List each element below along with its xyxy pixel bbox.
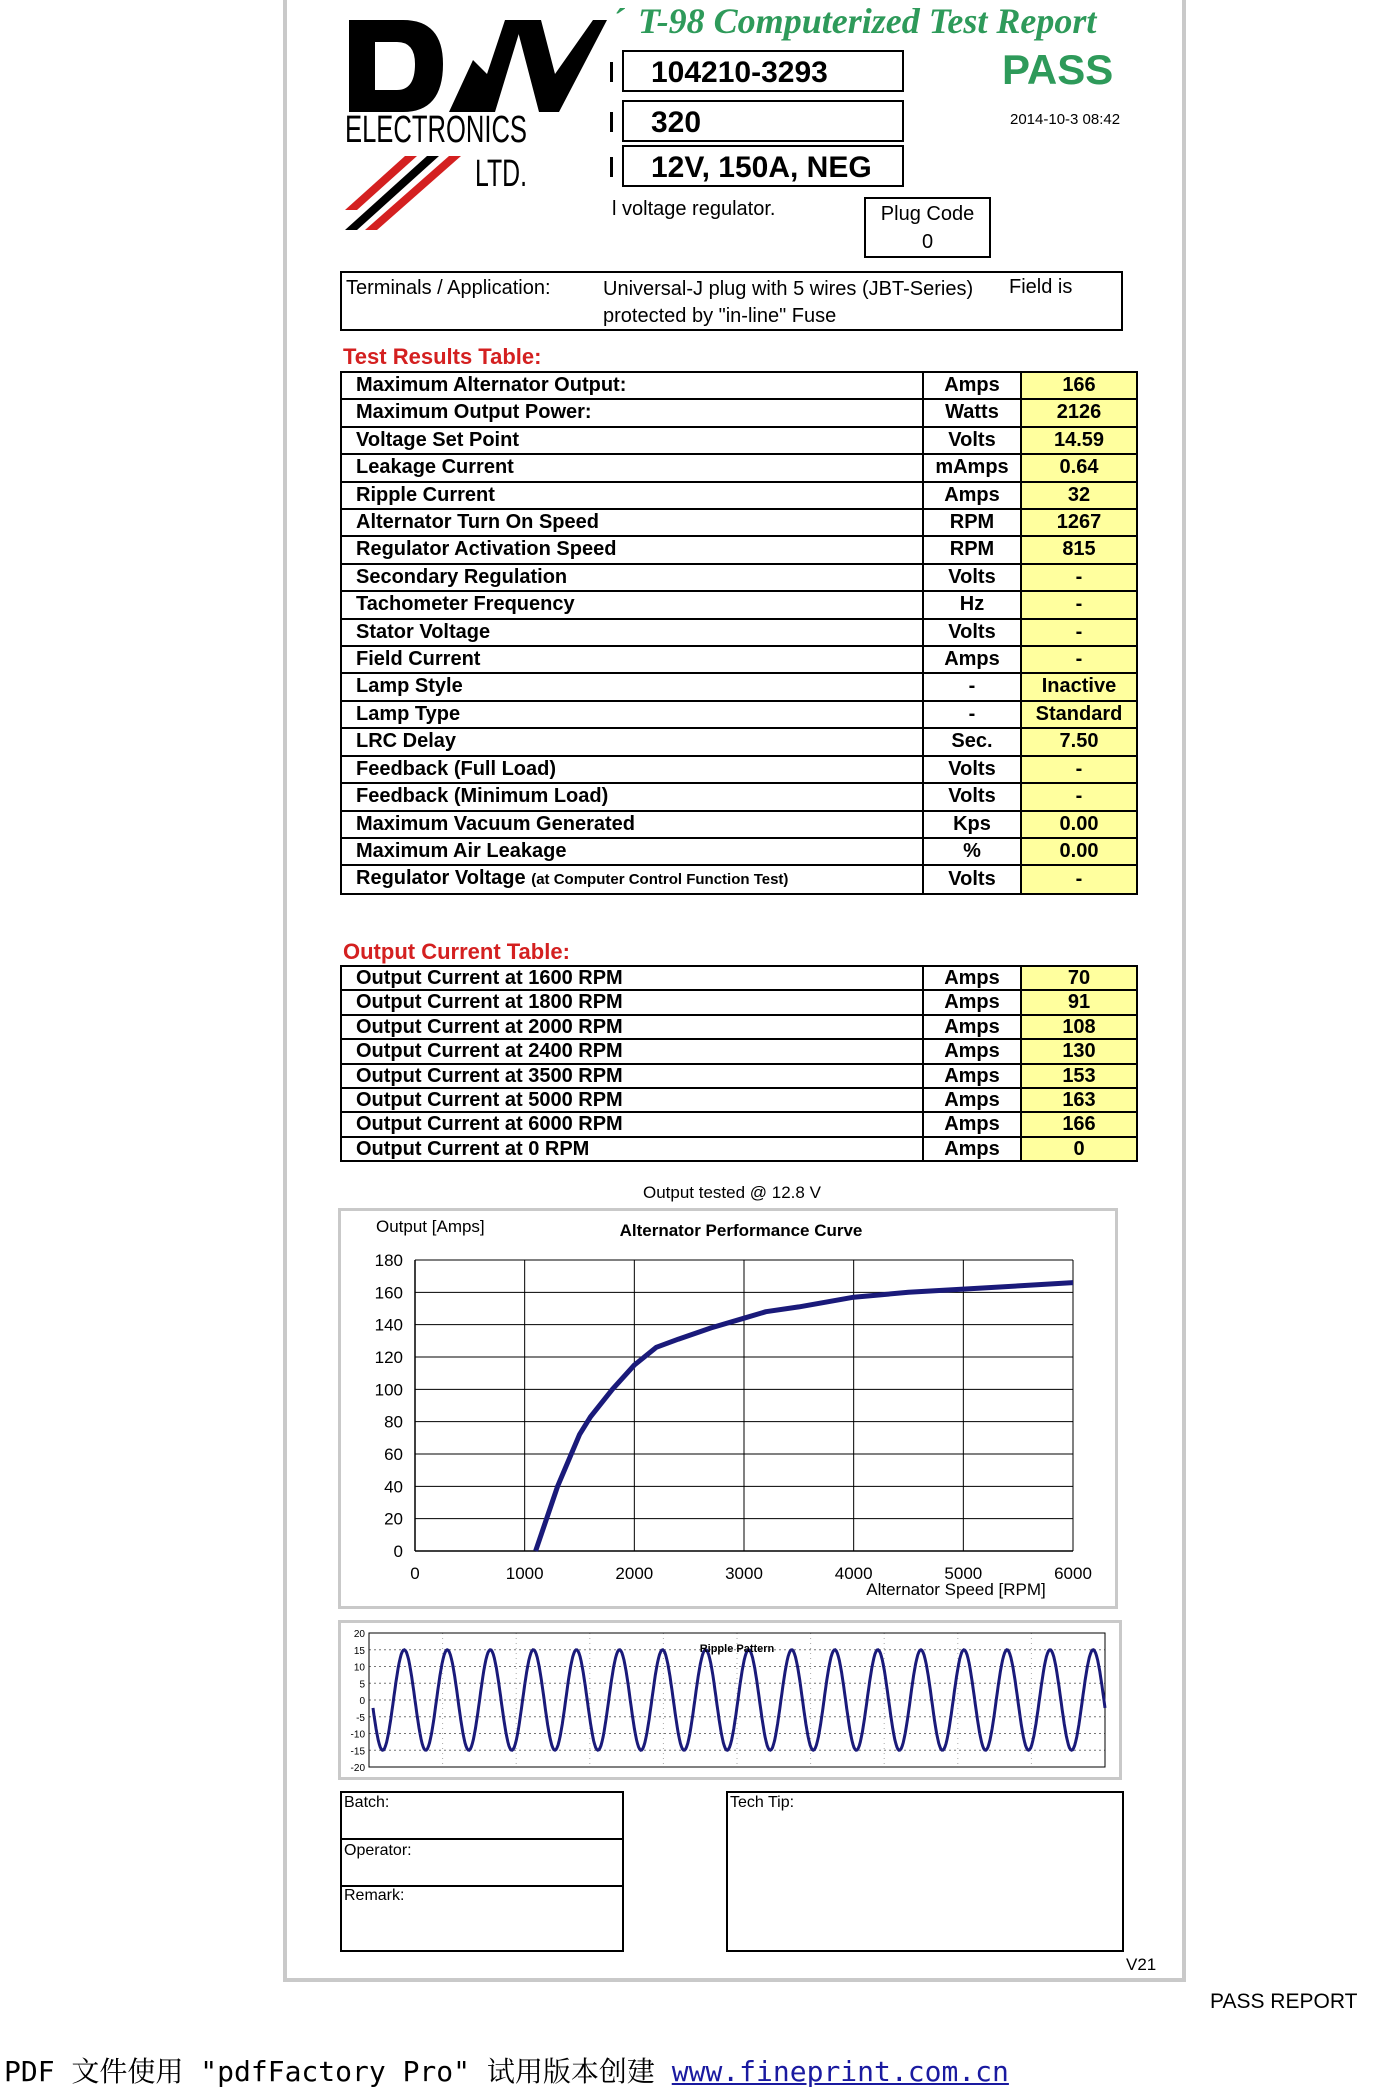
- table-row: [341, 454, 1137, 481]
- table-row: [341, 564, 1137, 591]
- footer-text: PDF 文件使用 "pdfFactory Pro" 试用版本创建: [4, 2055, 672, 2088]
- row-name-text: Output Current at 1800 RPM: [356, 991, 623, 1014]
- row-name-text: Leakage Current: [356, 456, 514, 479]
- row-unit: Amps: [923, 482, 1021, 509]
- y-tick-label: 140: [374, 1315, 403, 1335]
- row-unit: Watts: [923, 399, 1021, 426]
- test-datetime: 2014-10-3 08:42: [1010, 111, 1121, 128]
- row-unit: RPM: [923, 536, 1021, 563]
- row-unit: Volts: [923, 783, 1021, 810]
- ripple-tick-label: -10: [350, 1729, 365, 1741]
- row-name: [341, 1039, 923, 1063]
- row-name: [341, 482, 923, 509]
- row-name-text: Output Current at 0 RPM: [356, 1137, 590, 1160]
- row-value: 163: [1021, 1088, 1137, 1112]
- x-tick-label: 0: [410, 1564, 420, 1583]
- row-unit: Kps: [923, 811, 1021, 838]
- logo-stripes: [345, 156, 461, 230]
- row-value: 70: [1021, 966, 1137, 990]
- row-name: [341, 966, 923, 990]
- ripple-tick-label: 0: [359, 1696, 365, 1707]
- row-value: 91: [1021, 990, 1137, 1014]
- row-unit: Amps: [923, 990, 1021, 1014]
- row-value: Standard: [1021, 701, 1137, 728]
- regulator-description: l voltage regulator.: [612, 198, 776, 220]
- plug-code-box: [864, 197, 991, 258]
- table-row: [341, 1112, 1137, 1136]
- row-name-text: LRC Delay: [356, 730, 457, 753]
- output-test-note: Output tested @ 12.8 V: [643, 1183, 821, 1202]
- ripple-tick-label: 15: [353, 1645, 365, 1657]
- table-row: [341, 619, 1137, 646]
- row-unit: Volts: [923, 756, 1021, 783]
- row-name-text: Stator Voltage: [356, 620, 491, 643]
- table-row: [341, 673, 1137, 700]
- table-row: [341, 865, 1137, 893]
- row-unit: Volts: [923, 427, 1021, 454]
- performance-chart: [341, 1211, 1115, 1606]
- row-name: [341, 865, 923, 893]
- row-name-text: Regulator Activation Speed: [356, 538, 617, 561]
- row-name-text: Regulator Voltage: [356, 867, 526, 890]
- row-name: [341, 509, 923, 536]
- terminals-value: Universal-J plug with 5 wires (JBT-Series) protected by "in-line" Fuse: [603, 278, 974, 327]
- row-name-text: Output Current at 2400 RPM: [356, 1040, 623, 1063]
- ripple-chart-frame: [338, 1620, 1122, 1780]
- table-row: [341, 1015, 1137, 1039]
- row-name: [341, 838, 923, 865]
- x-tick-label: 1000: [505, 1564, 544, 1583]
- performance-chart-frame: [338, 1208, 1118, 1609]
- table-row: [341, 701, 1137, 728]
- ripple-tick-label: 10: [353, 1662, 365, 1674]
- row-value: 130: [1021, 1039, 1137, 1063]
- row-name: [341, 1015, 923, 1039]
- part-number-field: 104210-3293: [622, 50, 904, 92]
- row-unit: -: [923, 673, 1021, 700]
- row-name: [341, 990, 923, 1014]
- table-row: [341, 1039, 1137, 1063]
- row-unit: -: [923, 701, 1021, 728]
- row-name-text: Maximum Output Power:: [356, 401, 592, 424]
- table-row: [341, 1064, 1137, 1088]
- version-label: V21: [1126, 1955, 1157, 1974]
- table-row: [341, 399, 1137, 426]
- row-value: 1267: [1021, 509, 1137, 536]
- table-row: [341, 728, 1137, 755]
- row-unit: Amps: [923, 646, 1021, 673]
- table-row: [341, 1088, 1137, 1112]
- row-value: 0: [1021, 1137, 1137, 1161]
- row-value: 166: [1021, 1112, 1137, 1136]
- row-value: Inactive: [1021, 673, 1137, 700]
- tech-tip-box: [726, 1791, 1124, 1952]
- row-name: [341, 427, 923, 454]
- batch-label: Batch:: [344, 1794, 390, 1811]
- x-tick-label: 2000: [615, 1564, 654, 1583]
- plug-code-value: 0: [921, 231, 934, 253]
- output-current-table: [340, 965, 1138, 1162]
- row-name-text: Feedback (Minimum Load): [356, 785, 609, 808]
- logo-electronics: ELECTRONICS: [345, 109, 527, 151]
- row-unit: Volts: [923, 619, 1021, 646]
- row-name: [341, 399, 923, 426]
- row-value: -: [1021, 591, 1137, 618]
- x-tick-label: 6000: [1054, 1564, 1092, 1583]
- row-value: 7.50: [1021, 728, 1137, 755]
- row-unit: Amps: [923, 1137, 1021, 1161]
- row-value: 0.00: [1021, 838, 1137, 865]
- row-name-text: Lamp Type: [356, 702, 461, 725]
- tech-tip-label: Tech Tip:: [730, 1794, 795, 1811]
- row-unit: Amps: [923, 1015, 1021, 1039]
- terminals-extra: Field is: [1009, 276, 1073, 298]
- row-name-text: Feedback (Full Load): [356, 757, 557, 780]
- x-axis-label: Alternator Speed [RPM]: [866, 1580, 1046, 1599]
- row-name-text: Output Current at 3500 RPM: [356, 1064, 623, 1087]
- model-code-field: 320: [622, 100, 904, 142]
- row-name-text: Output Current at 5000 RPM: [356, 1089, 623, 1112]
- x-tick-label: 4000: [834, 1564, 873, 1583]
- performance-curve: [536, 1283, 1073, 1551]
- row-unit: Volts: [923, 865, 1021, 893]
- row-name-text: Secondary Regulation: [356, 565, 568, 588]
- row-name: [341, 1064, 923, 1088]
- row-name: [341, 372, 923, 399]
- test-results-heading: Test Results Table:: [343, 344, 542, 369]
- y-tick-label: 60: [384, 1445, 403, 1464]
- row-name-text: Maximum Alternator Output:: [356, 374, 627, 396]
- row-value: -: [1021, 564, 1137, 591]
- chart-title: Alternator Performance Curve: [619, 1221, 863, 1240]
- pdf-footer: [4, 2050, 1009, 2090]
- ripple-tick-label: -15: [350, 1746, 365, 1758]
- row-name: [341, 1112, 923, 1136]
- ripple-title: Ripple Pattern: [699, 1643, 775, 1655]
- company-logo: [345, 14, 607, 230]
- row-name: [341, 619, 923, 646]
- row-name-text: Maximum Vacuum Generated: [356, 812, 635, 835]
- row-name-text: Output Current at 1600 RPM: [356, 967, 623, 989]
- table-row: [341, 509, 1137, 536]
- remark-label: Remark:: [344, 1887, 405, 1904]
- y-tick-label: 120: [374, 1348, 403, 1367]
- row-name-text: Voltage Set Point: [356, 428, 519, 451]
- row-value: -: [1021, 865, 1137, 893]
- row-value: 32: [1021, 482, 1137, 509]
- ripple-tick-label: -5: [356, 1712, 365, 1724]
- plug-code-label: Plug Code: [880, 203, 975, 225]
- table-row: [341, 427, 1137, 454]
- row-unit: Sec.: [923, 728, 1021, 755]
- row-unit: mAmps: [923, 454, 1021, 481]
- row-name-text: Output Current at 2000 RPM: [356, 1015, 623, 1038]
- y-tick-label: 100: [374, 1380, 403, 1400]
- batch-form: [340, 1791, 624, 1952]
- y-tick-label: 80: [384, 1412, 403, 1432]
- row-name: [341, 756, 923, 783]
- ripple-tick-label: 5: [359, 1679, 365, 1691]
- output-current-heading: Output Current Table:: [343, 939, 570, 964]
- row-name-text: Output Current at 6000 RPM: [356, 1113, 623, 1136]
- row-unit: Hz: [923, 591, 1021, 618]
- ripple-wave: [373, 1650, 1105, 1750]
- x-tick-label: 3000: [725, 1564, 763, 1583]
- pass-status: PASS: [1002, 46, 1114, 93]
- row-name-text: Ripple Current: [356, 483, 495, 506]
- row-value: 0.64: [1021, 454, 1137, 481]
- footer-link[interactable]: www.fineprint.com.cn: [671, 2055, 1009, 2088]
- row-name: [341, 591, 923, 618]
- table-row: [341, 1137, 1137, 1161]
- row-unit: RPM: [923, 509, 1021, 536]
- row-value: -: [1021, 783, 1137, 810]
- logo-letter-d: [349, 20, 443, 112]
- row-name: [341, 536, 923, 563]
- row-unit: Amps: [923, 1112, 1021, 1136]
- row-name: [341, 1088, 923, 1112]
- logo-letter-v: [515, 20, 607, 112]
- row-unit: Amps: [923, 1064, 1021, 1088]
- table-row: [341, 482, 1137, 509]
- test-results-table: [340, 371, 1138, 895]
- row-name: [341, 1137, 923, 1161]
- operator-label: Operator:: [344, 1842, 412, 1859]
- row-value: 153: [1021, 1064, 1137, 1088]
- row-value: 14.59: [1021, 427, 1137, 454]
- row-value: 0.00: [1021, 811, 1137, 838]
- rating-field: 12V, 150A, NEG: [622, 145, 904, 187]
- row-name: [341, 454, 923, 481]
- row-name-text: Alternator Turn On Speed: [356, 511, 599, 534]
- table-row: [341, 536, 1137, 563]
- row-name-text: Maximum Air Leakage: [356, 839, 567, 862]
- table-row: [341, 756, 1137, 783]
- row-note: (at Computer Control Function Test): [531, 871, 789, 889]
- ripple-tick-label: -20: [350, 1763, 365, 1774]
- row-name: [341, 673, 923, 700]
- table-row: [341, 990, 1137, 1014]
- terminals-label: Terminals / Application:: [346, 277, 551, 299]
- report-title: ´T-98 Computerized Test Report: [612, 1, 1097, 41]
- row-unit: Amps: [923, 1088, 1021, 1112]
- table-row: [341, 966, 1137, 990]
- row-name: [341, 811, 923, 838]
- row-value: -: [1021, 619, 1137, 646]
- y-tick-label: 40: [384, 1477, 403, 1497]
- table-row: [341, 838, 1137, 865]
- row-name: [341, 783, 923, 810]
- table-row: [341, 811, 1137, 838]
- row-name: [341, 701, 923, 728]
- ripple-chart: [341, 1623, 1119, 1777]
- page-label: PASS REPORT: [1210, 1990, 1358, 2013]
- row-name-text: Field Current: [356, 648, 481, 671]
- terminals-box: [340, 271, 1123, 331]
- row-value: 166: [1021, 372, 1137, 399]
- row-unit: Amps: [923, 966, 1021, 990]
- field-marker: [610, 62, 613, 82]
- y-axis-label: Output [Amps]: [376, 1217, 485, 1236]
- y-tick-label: 160: [374, 1283, 403, 1303]
- row-value: -: [1021, 646, 1137, 673]
- ripple-tick-label: 20: [353, 1629, 365, 1640]
- row-unit: Amps: [923, 372, 1021, 399]
- row-name: [341, 564, 923, 591]
- row-value: 815: [1021, 536, 1137, 563]
- field-marker: [610, 112, 613, 132]
- x-tick-label: 5000: [944, 1564, 983, 1583]
- table-row: [341, 783, 1137, 810]
- table-row: [341, 591, 1137, 618]
- row-value: 108: [1021, 1015, 1137, 1039]
- y-tick-label: 0: [393, 1542, 403, 1561]
- row-name: [341, 728, 923, 755]
- row-unit: Amps: [923, 1039, 1021, 1063]
- y-tick-label: 180: [374, 1251, 403, 1270]
- y-tick-label: 20: [384, 1509, 403, 1529]
- logo-ltd: LTD.: [475, 153, 527, 195]
- row-unit: %: [923, 838, 1021, 865]
- row-value: 2126: [1021, 399, 1137, 426]
- logo-ampersand-mark: [449, 20, 523, 112]
- field-marker: [610, 157, 613, 177]
- table-row: [341, 372, 1137, 399]
- row-value: -: [1021, 756, 1137, 783]
- row-unit: Volts: [923, 564, 1021, 591]
- table-row: [341, 646, 1137, 673]
- row-name: [341, 646, 923, 673]
- row-name-text: Tachometer Frequency: [356, 593, 575, 616]
- row-name-text: Lamp Style: [356, 675, 463, 698]
